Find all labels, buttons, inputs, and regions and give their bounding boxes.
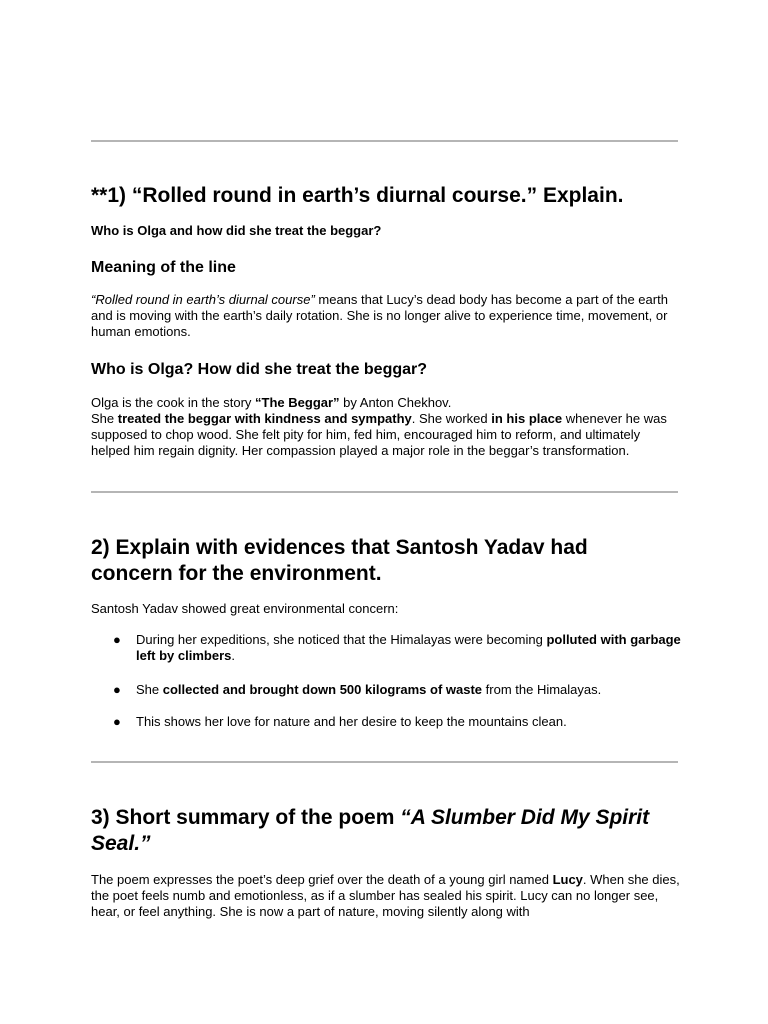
lucy-name: Lucy (552, 872, 583, 887)
summary-text: The poem expresses the poet’s deep grief over the death of a young girl named (91, 872, 553, 887)
meaning-quote: “Rolled round in earth’s diurnal course” (91, 292, 315, 307)
meaning-heading: Meaning of the line (91, 259, 236, 276)
section2-intro: Santosh Yadav showed great environmental concern: (91, 601, 399, 616)
bullet-icon: ● (113, 632, 121, 647)
bullet-list (91, 632, 681, 664)
meaning-text: means that Lucy’s dead body has become a part of the earth and is moving with the earth’s daily rotation. She is no longer alive to experience time, movement, or human emotions. (91, 292, 668, 339)
bullet-text: This shows her love for nature and her desire to keep the mountains clean. (136, 714, 567, 729)
olga-heading: Who is Olga? How did she treat the beggar? (91, 361, 428, 378)
poem-title: “A Slumber Did My Spirit Seal.” (91, 806, 650, 855)
section2-heading: 2) Explain with evidences that Santosh Yadav had concern for the environment. (91, 536, 588, 585)
bullet-text: from the Himalayas. (482, 682, 602, 697)
bullet-bold: polluted with garbage left by climbers (136, 632, 681, 663)
olga-text: Olga is the cook in the story (91, 395, 256, 410)
bullet-list (91, 714, 681, 730)
olga-text: by Anton Chekhov. (339, 395, 452, 410)
horizontal-rule (91, 140, 678, 142)
olga-text: . She worked (411, 411, 492, 426)
story-title: “The Beggar” (255, 395, 340, 410)
bullet-icon: ● (113, 714, 121, 729)
section3-heading-text: 3) Short summary of the poem (91, 806, 401, 829)
bullet-text: During her expeditions, she noticed that the Himalayas were becoming (136, 632, 547, 647)
section3-heading (91, 805, 671, 857)
section1-question: Who is Olga and how did she treat the beggar? (91, 223, 382, 238)
bullet-text: She (136, 682, 163, 697)
list-item (91, 632, 681, 664)
horizontal-rule (91, 491, 678, 493)
olga-paragraph (91, 395, 681, 459)
summary-text: . When she dies, the poet feels numb and emotionless, as if a slumber has sealed his spirit. Lucy can no longer see, hear, or feel anything. She is now a part of nature, moving silently along with (91, 872, 680, 919)
horizontal-rule (91, 761, 678, 763)
olga-text: whenever he was supposed to chop wood. She felt pity for him, fed him, encouraged him to reform, and ultimately helped him regain dignity. Her compassion played a major role in the beggar’s transformation. (91, 411, 667, 458)
olga-text: She (91, 411, 118, 426)
olga-bold: treated the beggar with kindness and sympathy (117, 411, 412, 426)
bullet-list (91, 682, 681, 698)
list-item (91, 682, 681, 698)
bullet-icon: ● (113, 682, 121, 697)
meaning-paragraph (91, 292, 681, 340)
section3-paragraph (91, 872, 681, 920)
list-item (91, 714, 681, 730)
bullet-bold: collected and brought down 500 kilograms of waste (162, 682, 483, 697)
bullet-text: . (231, 648, 235, 663)
section1-heading: **1) “Rolled round in earth’s diurnal course.” Explain. (91, 184, 624, 207)
olga-bold: in his place (491, 411, 563, 426)
